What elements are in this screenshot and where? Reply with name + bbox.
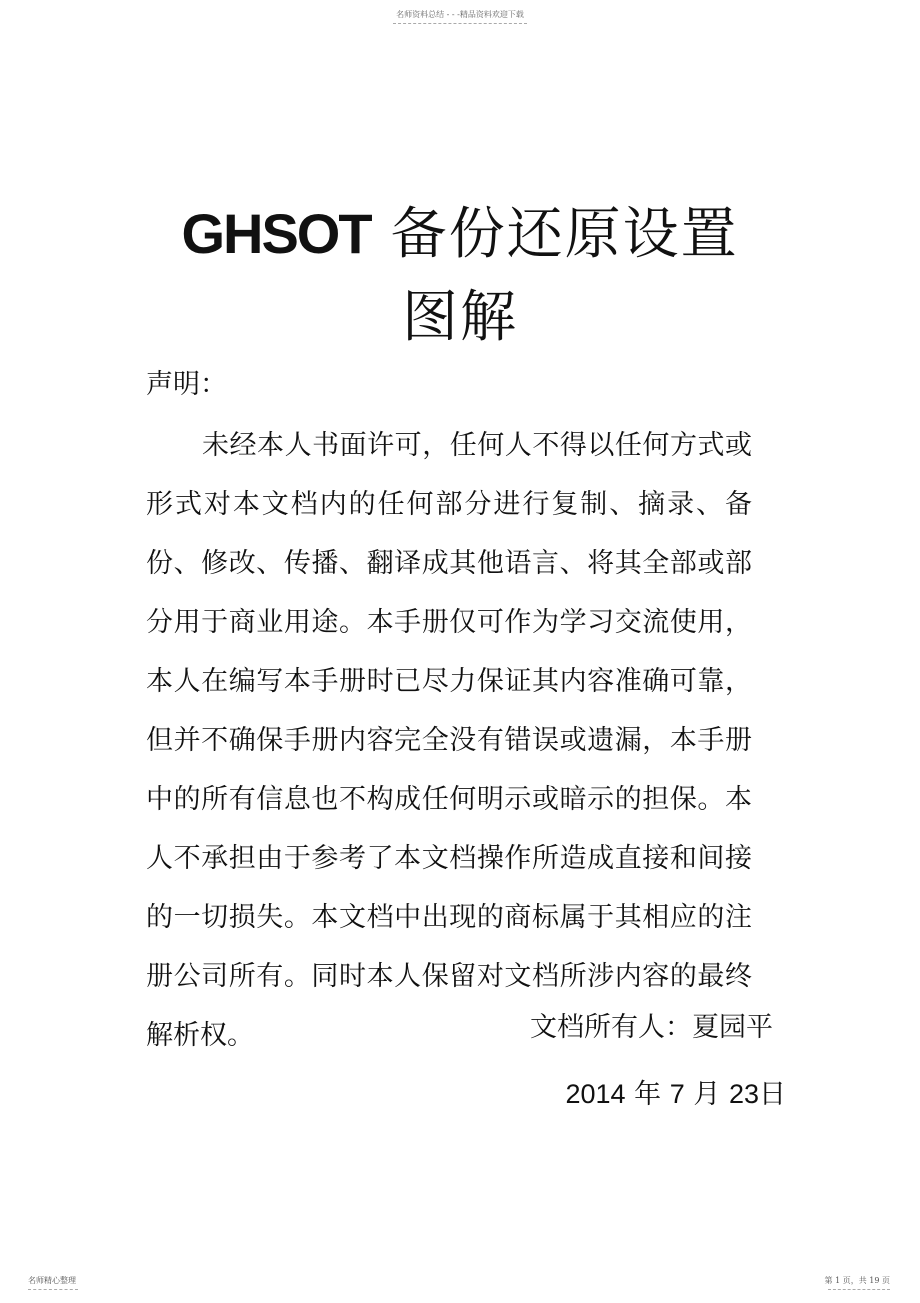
footer-left-note: 名师精心整理 <box>28 1276 76 1285</box>
footer-right-dashed-rule <box>828 1289 890 1290</box>
date-month: 7 <box>669 1079 685 1109</box>
date-year-unit: 年 <box>634 1079 662 1110</box>
document-title <box>0 200 920 269</box>
page-header-note: 名师资料总结 - - -精品资料欢迎下载 <box>396 10 524 19</box>
date-day-unit: 日 <box>759 1079 786 1110</box>
document-title-line2: 图解 <box>402 285 518 350</box>
date-year: 2014 <box>565 1079 626 1109</box>
title-latin: GHSOT <box>181 202 371 265</box>
declaration-label: 声明： <box>146 369 227 400</box>
document-date <box>565 1076 786 1113</box>
declaration-body: 未经本人书面许可，任何人不得以任何方式或形式对本文档内的任何部分进行复制、摘录、备份、修改、传播、翻译成其他语言、将其全部或部分用于商业用途。本手册仅可作为学习交流使用，本人在编写本手册时已尽力保证其内容准确可靠，但并不确保手册内容完全没有错误或遗漏，本手册中的所有信息也不构成任何明示或暗示的担保。本人不承担由于参考了本文档操作所造成直接和间接的一切损失。本文档中出现的商标属于其相应的注册公司所有。同时本人保留对文档所涉内容的最终解析权。 <box>146 430 752 1051</box>
date-month-unit: 月 <box>693 1079 721 1110</box>
footer-page-number: 第 1 页，共 19 页 <box>824 1276 890 1285</box>
header-dashed-rule <box>393 23 527 24</box>
document-owner: 文档所有人：夏园平 <box>530 1012 773 1043</box>
footer-left-dashed-rule <box>28 1289 78 1290</box>
title-cjk: 备份还原设置 <box>390 202 739 267</box>
date-day: 23 <box>728 1079 759 1109</box>
